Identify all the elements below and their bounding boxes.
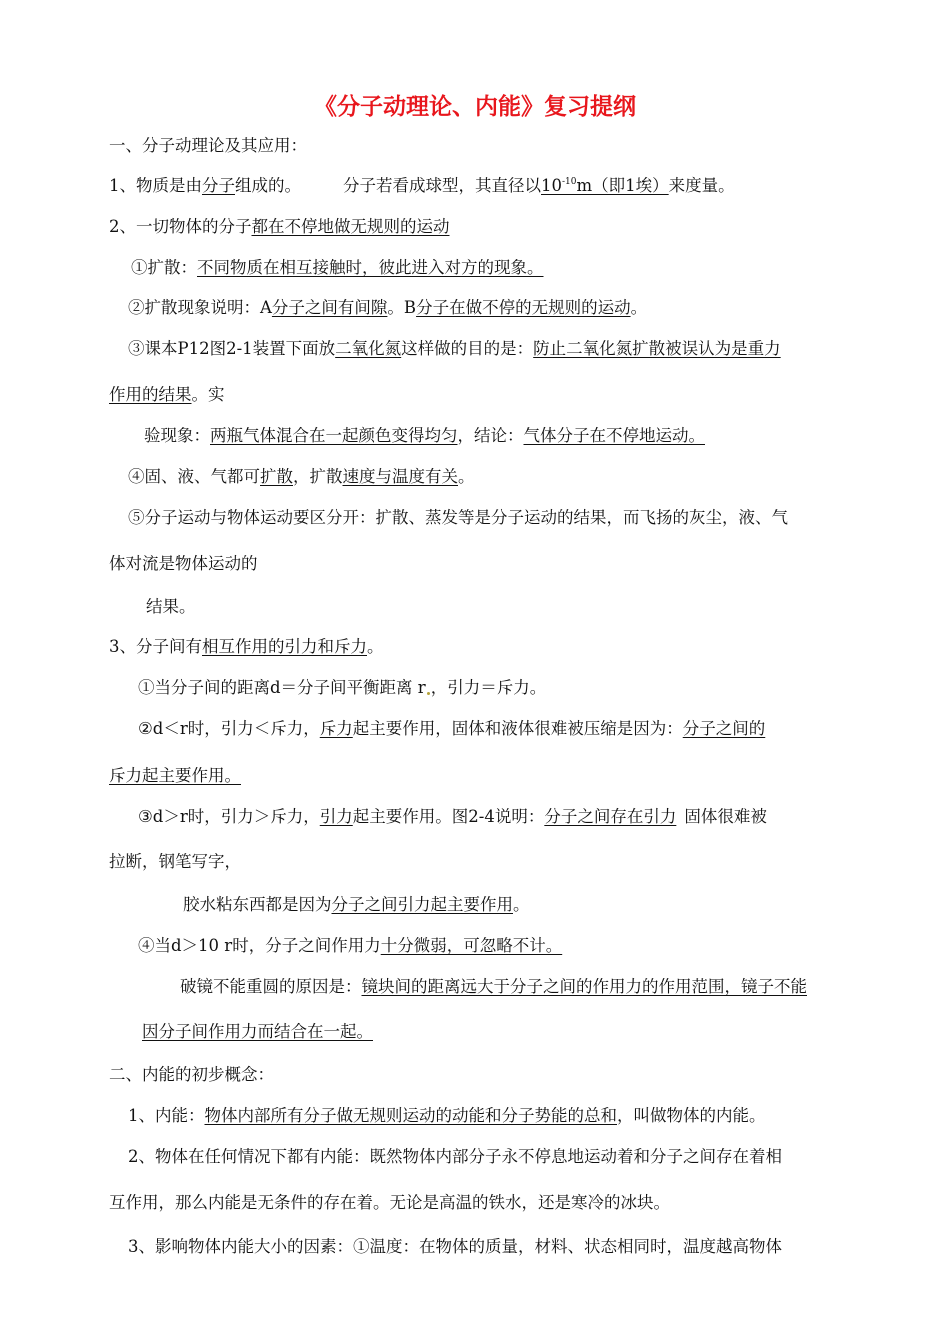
ink-dot <box>427 692 430 695</box>
paragraph-1: 1、物质是由分子组成的。 分子若看成球型，其直径以$10^{-10}m$（即1埃）来度量。 <box>109 176 735 195</box>
paragraph-3: 3、分子间有相互作用的引力和斥力。 <box>109 637 384 656</box>
paragraph-2-item-3: ③课本P12图2-1装置下面放二氧化氮这样做的目的是：防止二氧化氮扩散被误认为是重力 <box>128 339 781 358</box>
paragraph-2: 2、一切物体的分子都在不停地做无规则的运动 <box>109 217 450 236</box>
paragraph-2-item-5-end: 结果。 <box>146 597 196 616</box>
section-heading-1: 一、分子动理论及其应用： <box>109 136 307 155</box>
paragraph-3-item-3: ③d＞r时，引力＞斥力，引力起主要作用。图2-4说明：分子之间存在引力 固体很难被 <box>138 807 767 826</box>
paragraph-5-cont: 互作用，那么内能是无条件的存在着。无论是高温的铁水，还是寒冷的冰块。 <box>109 1193 670 1212</box>
paragraph-2-item-2: ②扩散现象说明：A分子之间有间隙。B分子在做不停的无规则的运动。 <box>128 298 648 317</box>
paragraph-2-item-3-cont: 作用的结果。实 <box>109 385 225 404</box>
paragraph-3-item-3-end: 胶水粘东西都是因为分子之间引力起主要作用。 <box>183 895 530 914</box>
paragraph-3-item-1: ①当分子间的距离d＝分子间平衡距离 r ，引力＝斥力。 <box>138 678 547 697</box>
paragraph-2-item-5: ⑤分子运动与物体运动要区分开：扩散、蒸发等是分子运动的结果，而飞扬的灰尘，液、气 <box>128 508 788 527</box>
paragraph-3-item-4: ④当d＞10 r时，分子之间作用力十分微弱，可忽略不计。 <box>138 936 563 955</box>
paragraph-2-item-4: ④固、液、气都可扩散，扩散速度与温度有关。 <box>128 467 475 486</box>
document-title: 《分子动理论、内能》复习提纲 <box>314 94 636 120</box>
section-heading-2: 二、内能的初步概念： <box>109 1065 274 1084</box>
paragraph-2-item-1: ①扩散：不同物质在相互接触时，彼此进入对方的现象。 <box>131 258 544 277</box>
paragraph-4: 1、内能：物体内部所有分子做无规则运动的动能和分子势能的总和，叫做物体的内能。 <box>128 1106 766 1125</box>
paragraph-3-item-2-cont: 斥力起主要作用。 <box>109 766 241 785</box>
paragraph-3-item-3-cont: 拉断，钢笔写字， <box>109 852 241 871</box>
paragraph-2-item-5-cont: 体对流是物体运动的 <box>109 554 258 573</box>
paragraph-2-item-3-result: 验现象：两瓶气体混合在一起颜色变得均匀，结论：气体分子在不停地运动。 <box>144 426 705 445</box>
paragraph-6: 3、影响物体内能大小的因素：①温度：在物体的质量，材料、状态相同时，温度越高物体 <box>128 1237 782 1256</box>
paragraph-5: 2、物体在任何情况下都有内能：既然物体内部分子永不停息地运动着和分子之间存在着相 <box>128 1147 782 1166</box>
paragraph-3-item-4-note-cont: 因分子间作用力而结合在一起。 <box>142 1022 373 1041</box>
paragraph-3-item-4-note: 破镜不能重圆的原因是：镜块间的距离远大于分子之间的作用力的作用范围，镜子不能 <box>180 977 807 996</box>
paragraph-3-item-2: ②d＜r时，引力＜斥力，斥力起主要作用，固体和液体很难被压缩是因为：分子之间的 <box>138 719 766 738</box>
